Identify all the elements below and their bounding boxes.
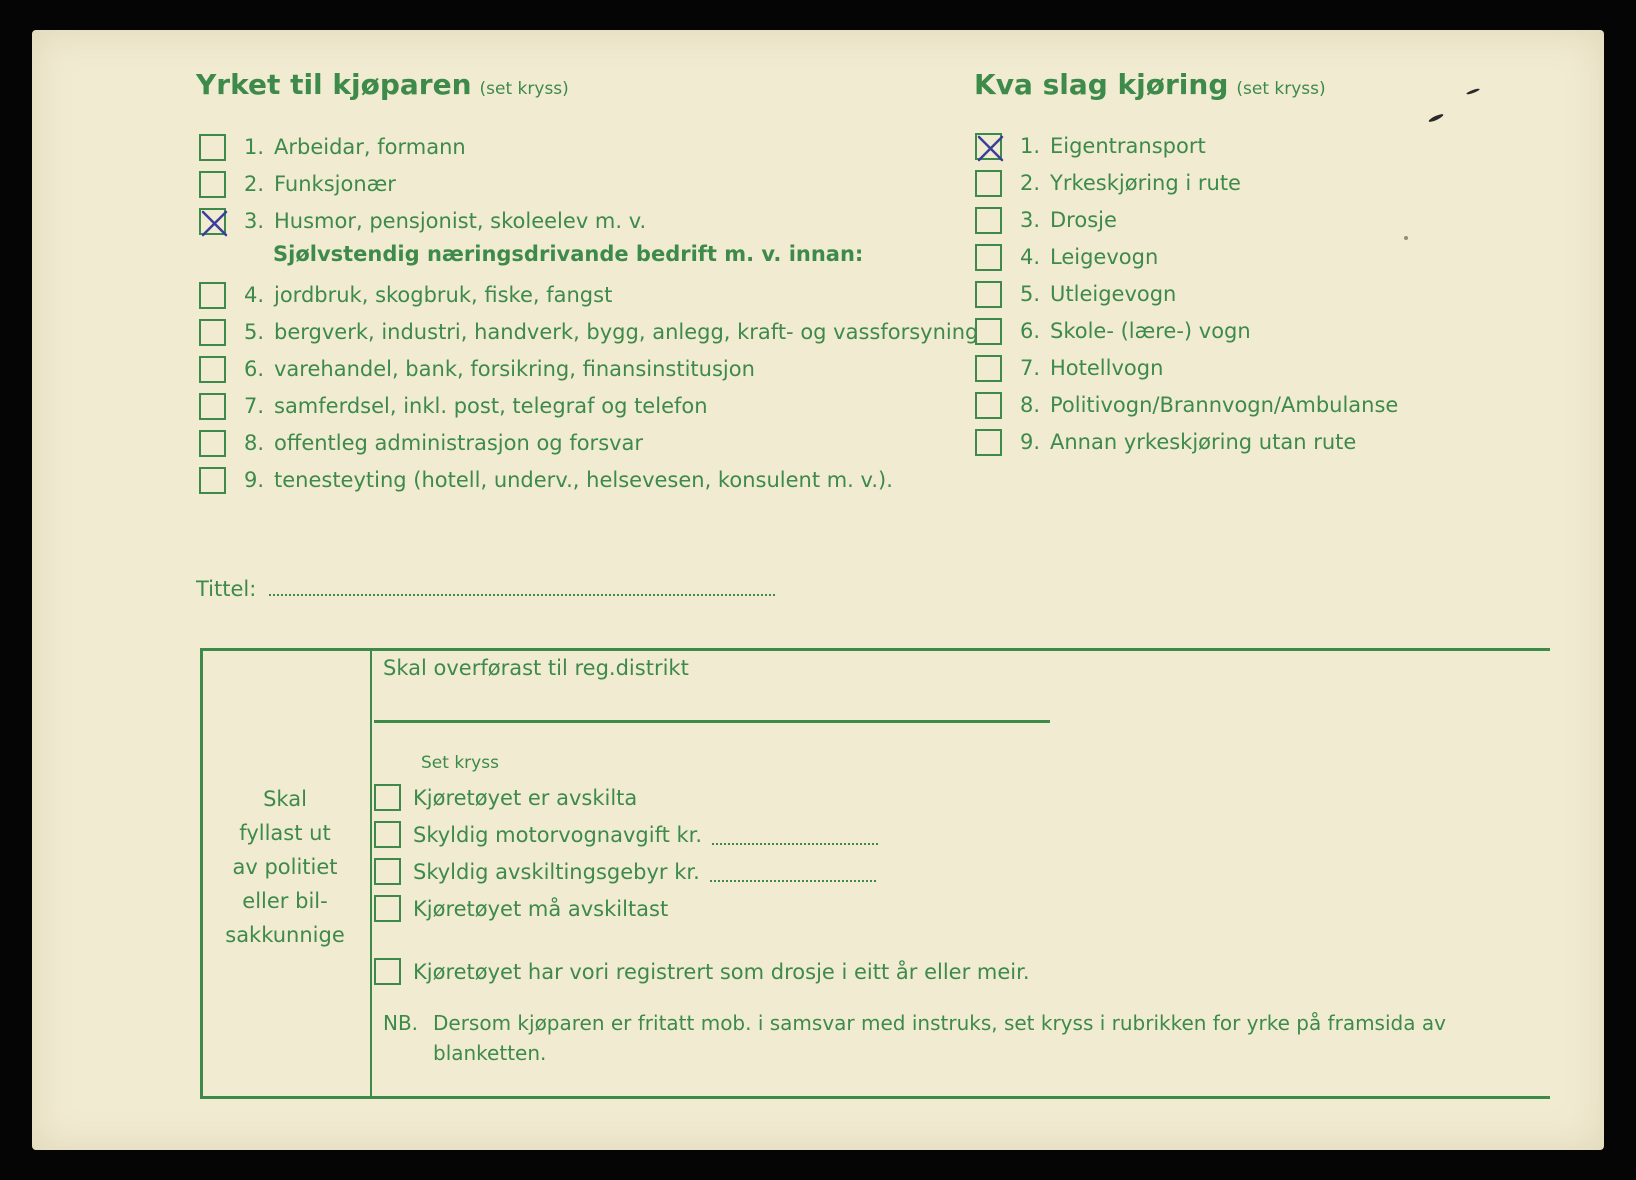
- checkbox[interactable]: [199, 467, 226, 494]
- occupation-b-option-9[interactable]: [199, 465, 893, 495]
- drosje-check-label: Kjøretøyet har vori registrert som drosje i eitt år eller meir.: [413, 959, 1030, 984]
- checkbox[interactable]: [374, 821, 401, 848]
- option-number: 7.: [244, 394, 265, 418]
- option-label: samferdsel, inkl. post, telegraf og telefon: [274, 394, 708, 418]
- police-check-row[interactable]: [374, 784, 637, 811]
- checkbox[interactable]: [199, 134, 226, 161]
- driving-type-option-6[interactable]: [975, 316, 1251, 346]
- checkbox[interactable]: [374, 784, 401, 811]
- option-number: 6.: [1020, 319, 1041, 343]
- drosje-check-row[interactable]: [374, 958, 1030, 985]
- option-label: Politivogn/Brannvogn/Ambulanse: [1050, 393, 1399, 417]
- option-label: bergverk, industri, handverk, bygg, anlegg, kraft- og vassforsyning: [274, 320, 979, 344]
- checkbox[interactable]: [199, 319, 226, 346]
- checkbox[interactable]: [975, 355, 1002, 382]
- option-number: 3.: [1020, 208, 1041, 232]
- occupation-option-2[interactable]: [199, 169, 396, 199]
- box-divider-rule: [370, 648, 372, 1099]
- amount-field-dots[interactable]: [710, 862, 876, 882]
- check-x-mark: [198, 207, 231, 240]
- occupation-b-option-8[interactable]: [199, 428, 643, 458]
- driving-type-option-5[interactable]: [975, 279, 1176, 309]
- check-x-mark: [974, 132, 1007, 165]
- occupation-b-option-5[interactable]: [199, 317, 978, 347]
- occupation-b-option-6[interactable]: [199, 354, 755, 384]
- checkbox[interactable]: [199, 430, 226, 457]
- checkbox[interactable]: [975, 133, 1002, 160]
- nb-note: [383, 1008, 1473, 1068]
- driving-type-option-2[interactable]: [975, 168, 1241, 198]
- police-check-label: Skyldig avskiltingsgebyr kr.: [413, 859, 700, 884]
- title-field-label: Tittel:: [196, 577, 257, 601]
- set-kryss-label: Set kryss: [421, 753, 499, 773]
- checkbox[interactable]: [975, 170, 1002, 197]
- amount-field-dots[interactable]: [712, 825, 878, 845]
- checkbox[interactable]: [374, 958, 401, 985]
- speck: [1404, 236, 1408, 240]
- checkbox[interactable]: [199, 393, 226, 420]
- transfer-district-field[interactable]: [374, 720, 1050, 723]
- box-top-rule: [200, 648, 1550, 651]
- occupation-option-3[interactable]: [199, 206, 646, 236]
- option-number: 3.: [244, 209, 265, 233]
- option-number: 8.: [244, 431, 265, 455]
- checkbox[interactable]: [975, 392, 1002, 419]
- option-label: offentleg administrasjon og forsvar: [274, 431, 644, 455]
- police-check-label: Skyldig motorvognavgift kr.: [413, 822, 703, 847]
- occupation-title: Yrket til kjøparen: [196, 68, 472, 101]
- option-number: 5.: [1020, 282, 1041, 306]
- transfer-district-label: Skal overførast til reg.distrikt: [383, 656, 689, 680]
- checkbox[interactable]: [199, 282, 226, 309]
- option-label: tenesteyting (hotell, underv., helsevesen, konsulent m. v.).: [274, 468, 893, 492]
- option-number: 2.: [244, 172, 265, 196]
- option-number: 7.: [1020, 356, 1041, 380]
- occupation-heading: [196, 68, 569, 101]
- checkbox[interactable]: [199, 356, 226, 383]
- option-label: Hotellvogn: [1050, 356, 1164, 380]
- option-number: 9.: [244, 468, 265, 492]
- option-label: Drosje: [1050, 208, 1117, 232]
- police-check-label: Kjøretøyet må avskiltast: [413, 896, 669, 921]
- checkbox[interactable]: [975, 429, 1002, 456]
- nb-key: NB.: [383, 1011, 419, 1035]
- checkbox[interactable]: [975, 281, 1002, 308]
- driving-type-hint: (set kryss): [1236, 79, 1326, 99]
- checkbox[interactable]: [975, 244, 1002, 271]
- option-label: Eigentransport: [1050, 134, 1206, 158]
- title-field-dots: [269, 576, 775, 596]
- occupation-hint: (set kryss): [479, 79, 569, 99]
- option-label: Funksjonær: [274, 172, 396, 196]
- box-bottom-rule: [200, 1096, 1550, 1099]
- nb-text: Dersom kjøparen er fritatt mob. i samsvar med instruks, set kryss i rubrikken for yrke på framsida av blanketten.: [433, 1011, 1446, 1065]
- title-field[interactable]: [196, 576, 775, 601]
- police-check-row[interactable]: [374, 858, 876, 885]
- checkbox[interactable]: [975, 318, 1002, 345]
- checkbox[interactable]: [374, 895, 401, 922]
- option-number: 6.: [244, 357, 265, 381]
- option-number: 2.: [1020, 171, 1041, 195]
- driving-type-option-8[interactable]: [975, 390, 1398, 420]
- police-check-row[interactable]: [374, 895, 668, 922]
- police-check-row[interactable]: [374, 821, 878, 848]
- driving-type-option-3[interactable]: [975, 205, 1117, 235]
- police-check-label: Kjøretøyet er avskilta: [413, 785, 638, 810]
- checkbox[interactable]: [975, 207, 1002, 234]
- option-label: jordbruk, skogbruk, fiske, fangst: [274, 283, 613, 307]
- occupation-b-option-7[interactable]: [199, 391, 708, 421]
- option-number: 1.: [1020, 134, 1041, 158]
- option-label: Leigevogn: [1050, 245, 1159, 269]
- occupation-b-option-4[interactable]: [199, 280, 612, 310]
- checkbox[interactable]: [374, 858, 401, 885]
- driving-type-option-9[interactable]: [975, 427, 1356, 457]
- option-number: 8.: [1020, 393, 1041, 417]
- checkbox[interactable]: [199, 208, 226, 235]
- option-label: Annan yrkeskjøring utan rute: [1050, 430, 1357, 454]
- option-label: Yrkeskjøring i rute: [1050, 171, 1241, 195]
- driving-type-option-4[interactable]: [975, 242, 1158, 272]
- option-label: Skole- (lære-) vogn: [1050, 319, 1251, 343]
- option-number: 9.: [1020, 430, 1041, 454]
- option-number: 1.: [244, 135, 265, 159]
- driving-type-option-1[interactable]: [975, 131, 1206, 161]
- option-label: varehandel, bank, forsikring, finansinstitusjon: [274, 357, 755, 381]
- occupation-option-1[interactable]: [199, 132, 466, 162]
- option-label: Utleigevogn: [1050, 282, 1177, 306]
- option-number: 4.: [244, 283, 265, 307]
- option-label: Arbeidar, formann: [274, 135, 466, 159]
- option-label: Husmor, pensjonist, skoleelev m. v.: [274, 209, 647, 233]
- driving-type-title: Kva slag kjøring: [974, 68, 1229, 101]
- driving-type-heading: [974, 68, 1326, 101]
- option-number: 5.: [244, 320, 265, 344]
- box-left-rule: [200, 648, 203, 1099]
- option-number: 4.: [1020, 245, 1041, 269]
- self-employed-subheading: Sjølvstendig næringsdrivande bedrift m. v. innan:: [273, 242, 864, 266]
- police-side-label: Skal fyllast ut av politiet eller bil- sakkunnige: [225, 787, 345, 947]
- checkbox[interactable]: [199, 171, 226, 198]
- driving-type-option-7[interactable]: [975, 353, 1163, 383]
